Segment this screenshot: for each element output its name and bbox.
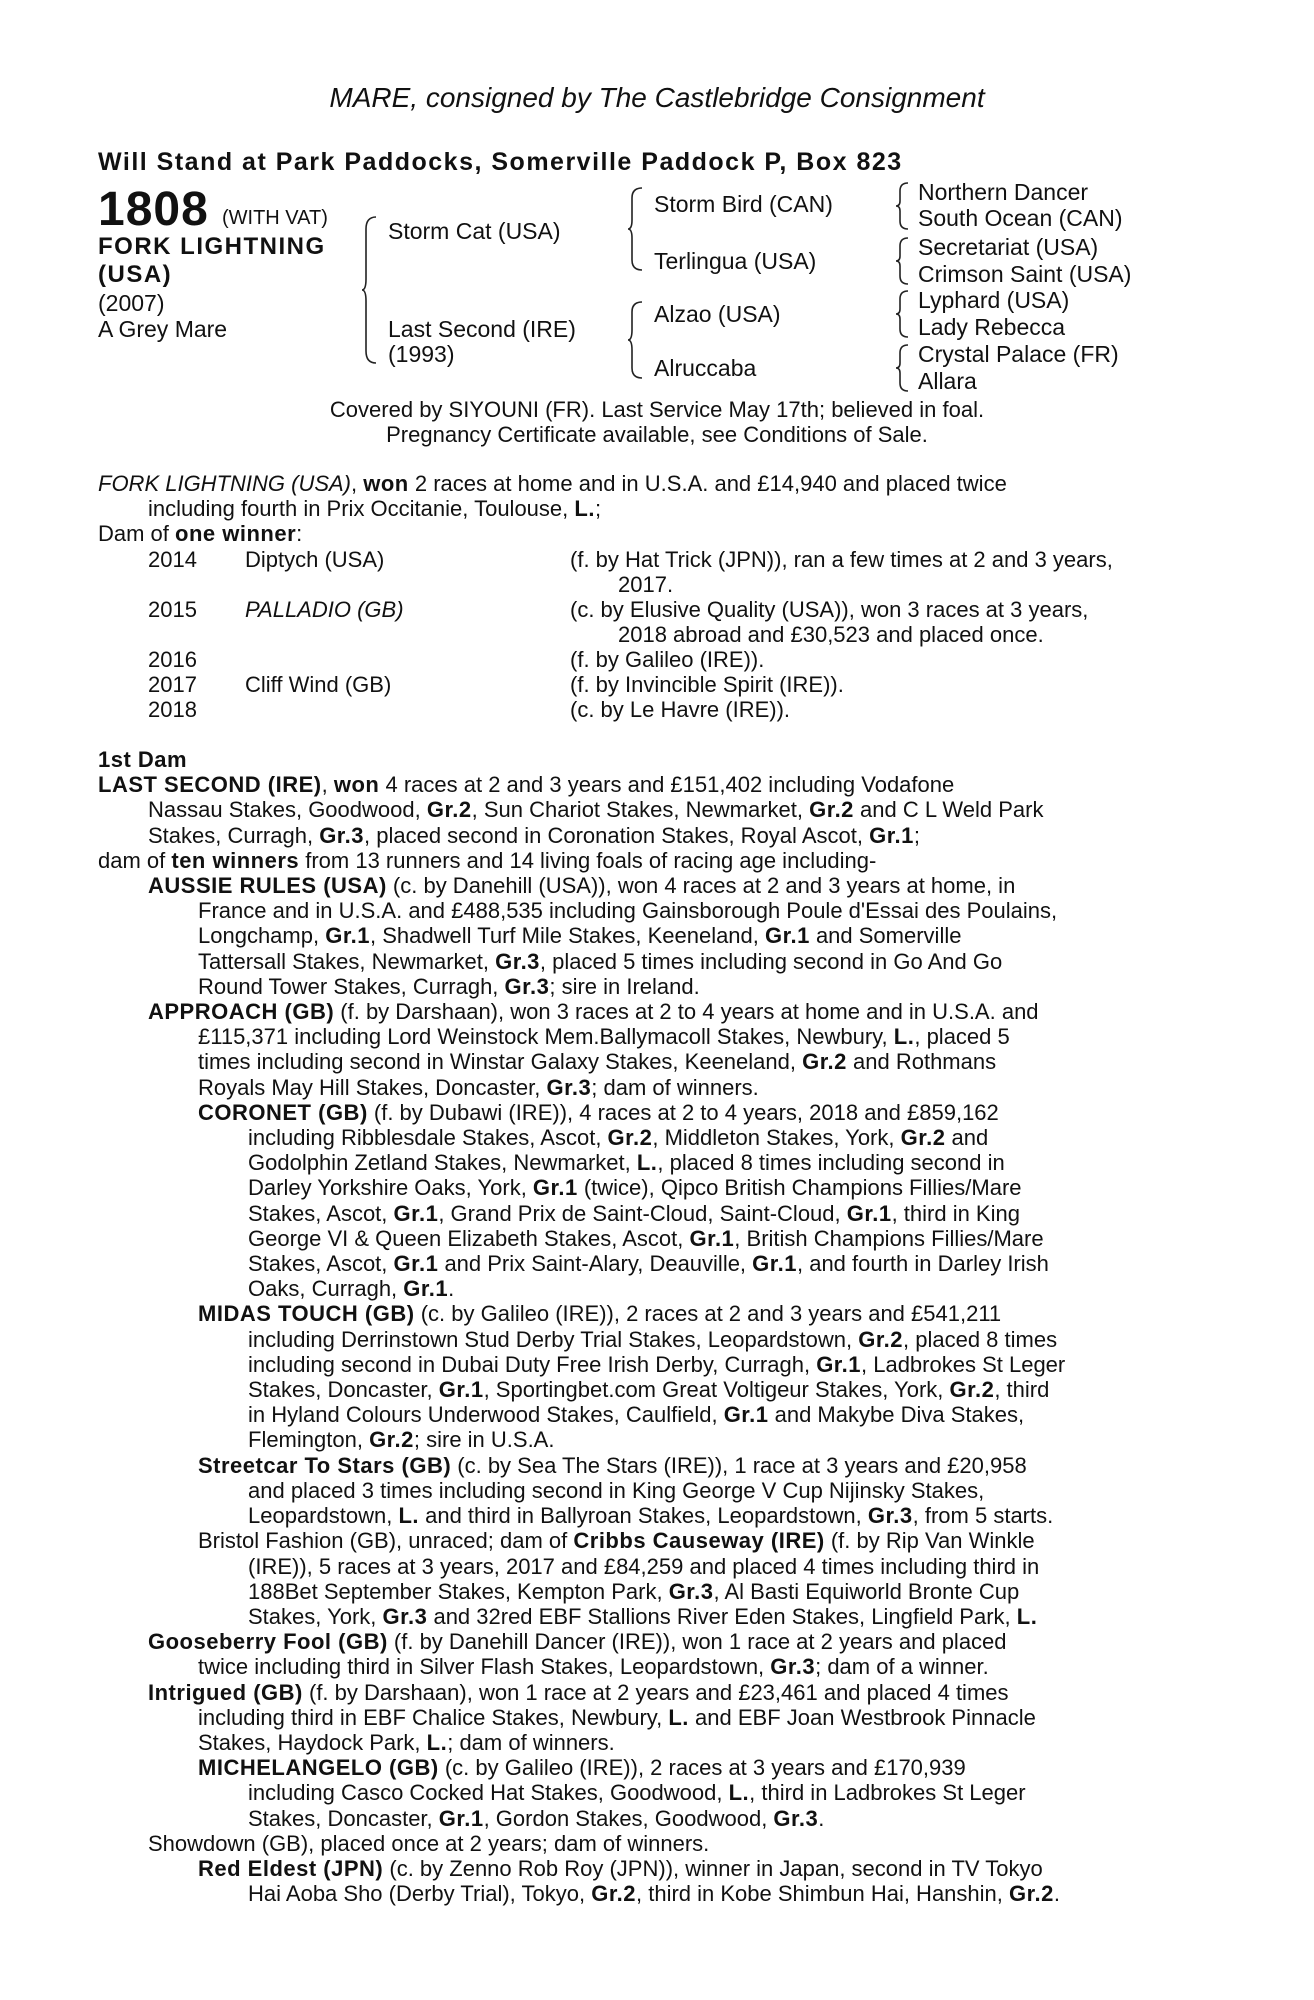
text-run: Leopardstown, xyxy=(248,1503,399,1529)
text-run: (c. by Sea The Stars (IRE)), 1 race at 3 years and £20,958 xyxy=(451,1452,1027,1478)
text-run: Stakes, Haydock Park, xyxy=(198,1729,427,1755)
text-run: , third in King xyxy=(891,1200,1020,1226)
text-run: times including second in Winstar Galaxy Stakes, Keeneland, xyxy=(198,1049,803,1075)
intro-paragraph xyxy=(98,471,1198,547)
text-bold: L. xyxy=(574,496,595,522)
text-run: and C L Weld Park xyxy=(853,797,1044,823)
text-run: 4 races at 2 and 3 years and £151,402 including Vodafone xyxy=(379,772,955,798)
text-run: , placed 5 times including second in Go And Go xyxy=(539,948,1003,974)
text-bold: Gr.2 xyxy=(809,797,854,823)
text-run: ; dam of a winner. xyxy=(815,1654,989,1680)
text-run: and Makybe Diva Stakes, xyxy=(768,1402,1025,1428)
text-bold: L. xyxy=(426,1729,448,1755)
text-bold: Gr.3 xyxy=(495,948,540,974)
text-run: (c. by Zenno Rob Roy (JPN)), winner in Japan, second in TV Tokyo xyxy=(383,1855,1043,1881)
text-bold: Gr.1 xyxy=(689,1225,735,1251)
text-run: Stakes, York, xyxy=(248,1603,383,1629)
text-run: (c. by Galileo (IRE)), 2 races at 3 years and £170,939 xyxy=(438,1755,966,1781)
pedigree-dss: Lyphard (USA) xyxy=(918,287,1070,313)
text-bold: Gr.1 xyxy=(325,923,371,949)
text-run: Stakes, Doncaster, xyxy=(248,1377,439,1403)
text-run: Hai Aoba Sho (Derby Trial), Tokyo, xyxy=(248,1881,592,1907)
progeny-desc: (c. by Elusive Quality (USA)), won 3 races at 3 years, xyxy=(570,597,1089,622)
text-bold: Gr.1 xyxy=(869,822,914,848)
text-run: dam of xyxy=(98,847,172,873)
text-bold: Gr.1 xyxy=(393,1251,439,1277)
horse-year: (2007) xyxy=(98,290,165,316)
text-run: , Sun Chariot Stakes, Newmarket, xyxy=(471,797,810,823)
pedigree-dam: Last Second (IRE) xyxy=(388,316,576,342)
text-run: 2 races at home and in U.S.A. and £14,940 and placed twice xyxy=(408,471,1007,496)
progeny-name: Cliff Wind (GB) xyxy=(245,672,392,697)
text-run: . xyxy=(1053,1881,1060,1907)
text-run: including fourth in Prix Occitanie, Toulouse, xyxy=(148,496,575,522)
text-run: (twice), Qipco British Champions Fillies/Mare xyxy=(577,1175,1022,1201)
text-run: £115,371 including Lord Weinstock Mem.Ballymacoll Stakes, Newbury, xyxy=(198,1024,894,1050)
text-run: ; dam of winners. xyxy=(447,1729,615,1755)
pedigree-sss: Northern Dancer xyxy=(918,179,1089,205)
text-bold: L. xyxy=(398,1503,419,1529)
progeny-bold-name: MIDAS TOUCH (GB) xyxy=(198,1301,415,1327)
text-run: , Gordon Stakes, Goodwood, xyxy=(483,1805,774,1831)
text-run: from 13 runners and 14 living foals of racing age including- xyxy=(299,847,877,873)
progeny-year: 2017 xyxy=(148,672,197,697)
pedigree-dam-sire: Alzao (USA) xyxy=(654,301,781,327)
pedigree-dam-dam: Alruccaba xyxy=(654,355,757,381)
progeny-desc: (f. by Galileo (IRE)). xyxy=(570,647,765,672)
text-bold: Gr.2 xyxy=(949,1377,995,1403)
progeny-bold-name: MICHELANGELO (GB) xyxy=(198,1755,439,1781)
text-run: , Sportingbet.com Great Voltigeur Stakes, York, xyxy=(483,1377,950,1403)
progeny-bold-name: Red Eldest (JPN) xyxy=(198,1855,384,1881)
progeny-bold-name: AUSSIE RULES (USA) xyxy=(148,873,387,899)
text-run: including Ribblesdale Stakes, Ascot, xyxy=(248,1125,608,1151)
progeny-year: 2015 xyxy=(148,597,197,622)
text-bold: Gr.1 xyxy=(752,1251,797,1277)
text-bold: won xyxy=(363,471,409,496)
text-run: Stakes, Doncaster, xyxy=(248,1805,439,1831)
text-run: (f. by Darshaan), won 3 races at 2 to 4 years at home and in U.S.A. and xyxy=(334,999,1039,1025)
text-run: Showdown (GB), placed once at 2 years; dam of winners. xyxy=(148,1830,710,1856)
text-run: and Prix Saint-Alary, Deauville, xyxy=(438,1251,753,1277)
text-run: (c. by Galileo (IRE)), 2 races at 2 and 3 years and £541,211 xyxy=(414,1301,1002,1327)
text-run: , and fourth in Darley Irish xyxy=(796,1251,1049,1277)
text-bold: Gr.3 xyxy=(546,1074,592,1100)
text-run: France and in U.S.A. and £488,535 including Gainsborough Poule d'Essai des Poulains, xyxy=(198,898,1058,924)
progeny-bold-name: Streetcar To Stars (GB) xyxy=(198,1452,452,1478)
text-run: including second in Dubai Duty Free Irish Derby, Curragh, xyxy=(248,1351,817,1377)
text-run: (f. by Dubawi (IRE)), 4 races at 2 to 4 years, 2018 and £859,162 xyxy=(367,1099,999,1125)
text-bold: Gr.2 xyxy=(900,1125,946,1151)
text-run: including Derrinstown Stud Derby Trial Stakes, Leopardstown, xyxy=(248,1326,859,1352)
text-run: , xyxy=(351,471,364,496)
horse-name-ref: FORK LIGHTNING (USA) xyxy=(98,471,352,496)
progeny-bold-name: Cribbs Causeway (IRE) xyxy=(573,1528,825,1554)
text-run: . xyxy=(448,1276,455,1302)
lot-number: 1808 xyxy=(98,183,209,236)
text-run: and Somerville xyxy=(809,923,962,949)
covering-info: Covered by SIYOUNI (FR). Last Service May 17th; believed in foal. xyxy=(329,397,985,422)
pedigree-sdd: Crimson Saint (USA) xyxy=(918,261,1132,287)
pedigree-sire-sire: Storm Bird (CAN) xyxy=(654,191,833,217)
text-run: Nassau Stakes, Goodwood, xyxy=(148,797,427,823)
text-bold: Gr.3 xyxy=(382,1603,428,1629)
text-run: including third in EBF Chalice Stakes, Newbury, xyxy=(198,1704,669,1730)
text-run: : xyxy=(296,521,303,547)
text-bold: L. xyxy=(893,1024,915,1050)
text-bold: Gr.1 xyxy=(532,1175,578,1201)
text-run: , placed second in Coronation Stakes, Royal Ascot, xyxy=(364,822,870,848)
text-run: , British Champions Fillies/Mare xyxy=(734,1225,1044,1251)
text-run: (c. by Danehill (USA)), won 4 races at 2 and 3 years at home, in xyxy=(386,873,1016,899)
text-run: Dam of xyxy=(98,521,176,547)
text-run: 188Bet September Stakes, Kempton Park, xyxy=(248,1578,669,1604)
dam-name: LAST SECOND (IRE) xyxy=(98,772,322,798)
text-run: Oaks, Curragh, xyxy=(248,1276,404,1302)
pedigree-brace-ds xyxy=(896,289,912,339)
pedigree-ddd: Allara xyxy=(918,368,977,394)
progeny-name: Diptych (USA) xyxy=(245,547,385,572)
text-run: in Hyland Colours Underwood Stakes, Caulfield, xyxy=(248,1402,724,1428)
text-run: ; dam of winners. xyxy=(591,1074,759,1100)
horse-origin: (USA) xyxy=(98,261,173,288)
horse-description: A Grey Mare xyxy=(98,316,228,342)
pedigree-brace-sd xyxy=(896,236,912,286)
text-bold: L. xyxy=(728,1780,750,1806)
text-bold: Gr.2 xyxy=(426,797,472,823)
text-bold: Gr.3 xyxy=(867,1503,913,1529)
progeny-bold-name: CORONET (GB) xyxy=(198,1099,368,1125)
text-bold: Gr.1 xyxy=(403,1276,449,1302)
text-run: , third xyxy=(994,1377,1050,1403)
text-bold: L. xyxy=(636,1150,658,1176)
text-run: (f. by Darshaan), won 1 race at 2 years and £23,461 and placed 4 times xyxy=(302,1679,1009,1705)
progeny-name: PALLADIO (GB) xyxy=(245,597,404,622)
text-bold: Gr.3 xyxy=(668,1578,714,1604)
text-run: Flemington, xyxy=(248,1427,370,1453)
text-bold: Gr.3 xyxy=(504,973,550,999)
text-run: (IRE)), 5 races at 3 years, 2017 and £84,259 and placed 4 times including third in xyxy=(248,1553,1040,1579)
progeny-bold-name: Gooseberry Fool (GB) xyxy=(148,1629,388,1655)
text-bold: Gr.2 xyxy=(607,1125,653,1151)
text-run: and xyxy=(945,1125,989,1151)
section-heading: 1st Dam xyxy=(98,747,188,772)
pedigree-dsd: Lady Rebecca xyxy=(918,314,1066,340)
progeny-desc-cont: 2017. xyxy=(618,572,674,597)
progeny-year: 2014 xyxy=(148,547,197,572)
text-bold: Gr.3 xyxy=(319,822,364,848)
text-bold: Gr.1 xyxy=(816,1351,861,1377)
stand-location: Will Stand at Park Paddocks, Somerville Paddock P, Box 823 xyxy=(98,148,903,176)
text-run: and placed 3 times including second in King George V Cup Nijinsky Stakes, xyxy=(248,1477,985,1503)
text-run: Stakes, Curragh, xyxy=(148,822,320,848)
pregnancy-note: Pregnancy Certificate available, see Conditions of Sale. xyxy=(386,422,928,447)
text-run: , third in Ladbrokes St Leger xyxy=(749,1780,1026,1806)
pedigree-sire: Storm Cat (USA) xyxy=(388,218,561,244)
pedigree-dds: Crystal Palace (FR) xyxy=(918,341,1119,367)
progeny-year: 2018 xyxy=(148,697,197,722)
text-run: Round Tower Stakes, Curragh, xyxy=(198,973,505,999)
text-run: ; xyxy=(594,496,602,522)
text-run: , Middleton Stakes, York, xyxy=(652,1125,901,1151)
pedigree-ssd: South Ocean (CAN) xyxy=(918,205,1123,231)
text-run: , Al Basti Equiworld Bronte Cup xyxy=(713,1578,1020,1604)
progeny-year: 2016 xyxy=(148,647,197,672)
text-run: Longchamp, xyxy=(198,923,326,949)
text-run: and EBF Joan Westbrook Pinnacle xyxy=(688,1704,1036,1730)
text-run: (f. by Rip Van Winkle xyxy=(824,1528,1035,1554)
text-bold: won xyxy=(333,772,380,798)
text-run: , from 5 starts. xyxy=(912,1503,1054,1529)
text-bold: Gr.1 xyxy=(393,1200,439,1226)
horse-name: FORK LIGHTNING xyxy=(98,233,326,260)
text-bold: Gr.1 xyxy=(846,1200,892,1226)
text-bold: Gr.2 xyxy=(858,1326,904,1352)
text-run: twice including third in Silver Flash Stakes, Leopardstown, xyxy=(198,1654,771,1680)
text-run: George VI & Queen Elizabeth Stakes, Ascot, xyxy=(248,1225,690,1251)
text-run: Darley Yorkshire Oaks, York, xyxy=(248,1175,533,1201)
text-bold: Gr.1 xyxy=(438,1377,484,1403)
text-bold: L. xyxy=(1016,1603,1038,1629)
text-run: Stakes, Ascot, xyxy=(248,1200,394,1226)
text-run: ; xyxy=(913,822,921,848)
text-run: , placed 5 xyxy=(914,1024,1010,1050)
text-run: and 32red EBF Stallions River Eden Stakes, Lingfield Park, xyxy=(427,1603,1017,1629)
text-run: , Ladbrokes St Leger xyxy=(861,1351,1066,1377)
text-run: , placed 8 times including second in xyxy=(657,1150,1005,1176)
page-header: MARE, consigned by The Castlebridge Consignment xyxy=(329,82,985,113)
progeny-desc: (f. by Invincible Spirit (IRE)). xyxy=(570,672,844,697)
text-bold: ten winners xyxy=(171,847,300,873)
text-bold: Gr.1 xyxy=(723,1402,769,1428)
text-run: including Casco Cocked Hat Stakes, Goodwood, xyxy=(248,1780,729,1806)
text-bold: Gr.2 xyxy=(591,1881,637,1907)
progeny-desc-cont: 2018 abroad and £30,523 and placed once. xyxy=(618,622,1044,647)
text-run: , Grand Prix de Saint-Cloud, Saint-Cloud, xyxy=(438,1200,847,1226)
pedigree-brace-sire xyxy=(628,186,648,272)
first-dam-section xyxy=(98,747,1198,1906)
text-run: ; sire in U.S.A. xyxy=(413,1427,555,1453)
text-run: Bristol Fashion (GB), unraced; dam of xyxy=(198,1528,574,1554)
vat-note: (WITH VAT) xyxy=(222,207,328,229)
pedigree-brace-ss xyxy=(896,181,912,231)
text-run: Godolphin Zetland Stakes, Newmarket, xyxy=(248,1150,637,1176)
text-run: , xyxy=(321,772,334,798)
pedigree-sds: Secretariat (USA) xyxy=(918,234,1099,260)
text-bold: one winner xyxy=(175,521,297,547)
pedigree-brace-dd xyxy=(896,343,912,393)
text-bold: L. xyxy=(668,1704,689,1730)
progeny-bold-name: APPROACH (GB) xyxy=(148,999,335,1025)
text-run: ; sire in Ireland. xyxy=(549,973,700,999)
text-run: , Shadwell Turf Mile Stakes, Keeneland, xyxy=(370,923,766,949)
text-run: (f. by Danehill Dancer (IRE)), won 1 race at 2 years and placed xyxy=(387,1629,1007,1655)
text-bold: Gr.2 xyxy=(802,1049,847,1075)
text-run: and third in Ballyroan Stakes, Leopardstown, xyxy=(419,1503,868,1529)
text-run: Tattersall Stakes, Newmarket, xyxy=(198,948,496,974)
text-run: , placed 8 times xyxy=(903,1326,1058,1352)
text-bold: Gr.2 xyxy=(1009,1881,1054,1907)
progeny-desc: (c. by Le Havre (IRE)). xyxy=(570,697,791,722)
progeny-bold-name: Intrigued (GB) xyxy=(148,1679,303,1705)
pedigree-sire-dam: Terlingua (USA) xyxy=(654,248,817,274)
text-bold: Gr.1 xyxy=(765,923,810,949)
text-bold: Gr.3 xyxy=(773,1805,819,1831)
pedigree-dam-year: (1993) xyxy=(388,341,455,367)
pedigree-brace-dam xyxy=(628,300,648,380)
text-bold: Gr.2 xyxy=(369,1427,414,1453)
text-run: , third in Kobe Shimbun Hai, Hanshin, xyxy=(636,1881,1009,1907)
pedigree-brace-main xyxy=(362,215,382,365)
text-run: Royals May Hill Stakes, Doncaster, xyxy=(198,1074,547,1100)
text-bold: Gr.3 xyxy=(770,1654,816,1680)
text-run: . xyxy=(818,1805,825,1831)
text-bold: Gr.1 xyxy=(438,1805,484,1831)
text-run: and Rothmans xyxy=(846,1049,997,1075)
text-run: Stakes, Ascot, xyxy=(248,1251,394,1277)
progeny-desc: (f. by Hat Trick (JPN)), ran a few times at 2 and 3 years, xyxy=(570,547,1113,572)
